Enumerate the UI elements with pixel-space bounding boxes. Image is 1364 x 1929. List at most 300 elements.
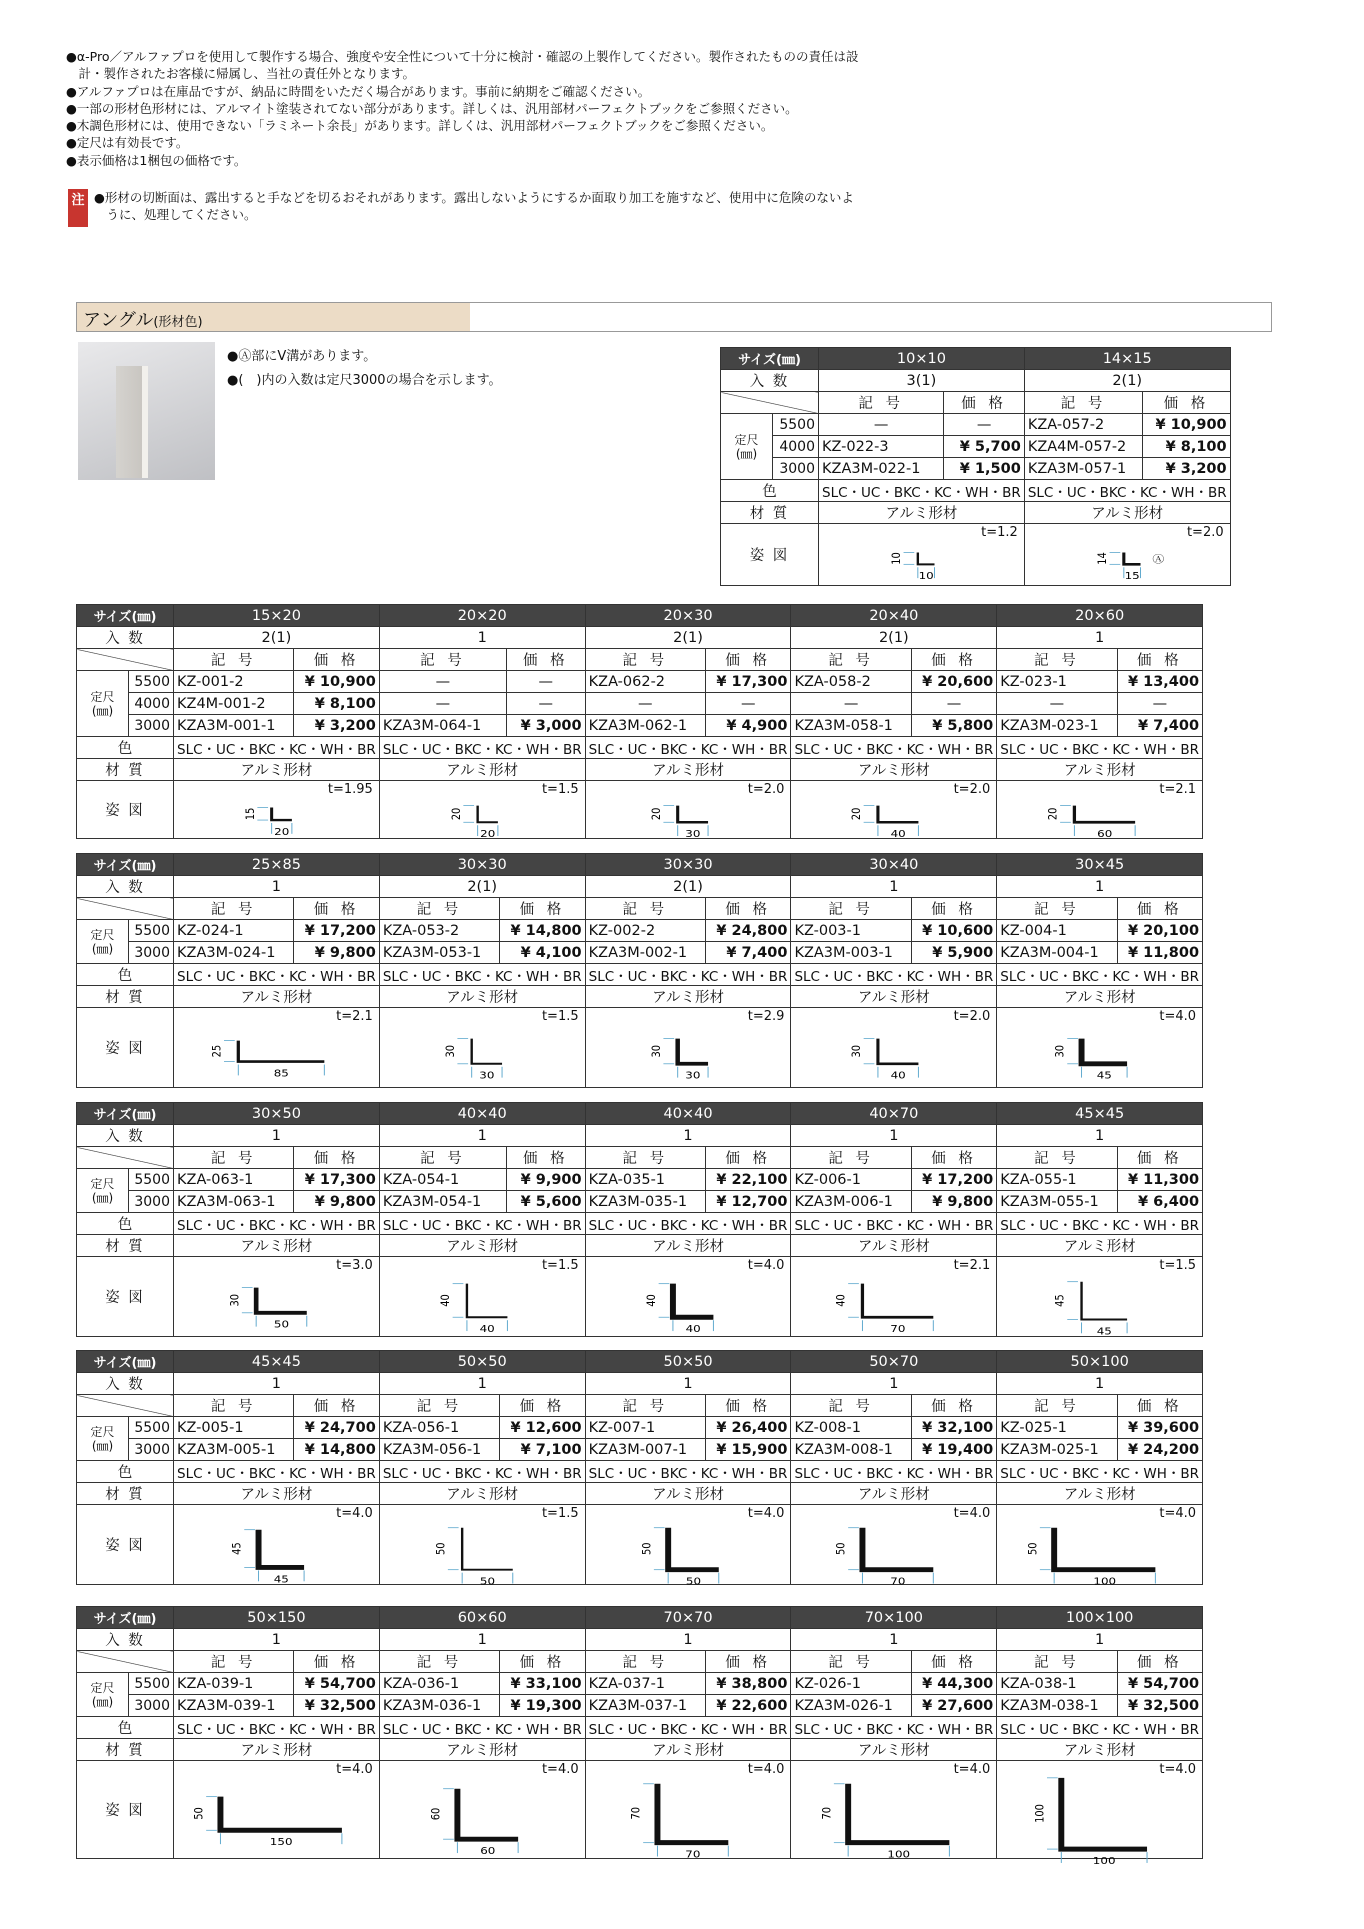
length-value: 3000 [129,715,174,737]
size-value: 50×100 [997,1351,1203,1373]
product-code: KZ-024-1 [174,920,294,942]
note-line: ●一部の形材色形材には、アルマイト塗装されてない部分があります。詳しくは、汎用部材パーフェクトブックをご参照ください。 [66,100,798,116]
height-dimension-label: 20 [849,807,864,821]
length-value: 3000 [129,942,174,964]
product-code: KZA3M-058-1 [791,715,911,737]
product-price: ¥ 20,100 [1117,920,1202,942]
column-header-row [77,649,1203,671]
thickness-label: t=4.0 [541,1762,579,1777]
intro-line: ●( )内の入数は定尺3000の場合を示します。 [227,373,502,388]
thickness-label: t=2.0 [953,1009,991,1024]
teishaku-label: 定尺 [90,1176,115,1191]
color-row [77,1717,1203,1739]
figure-cell [997,1008,1203,1088]
product-price: ¥ 19,400 [911,1439,996,1461]
code-header: 記 号 [1024,392,1143,414]
price-header: 価 格 [294,1147,379,1169]
figure-cell [379,1505,585,1588]
material-label: 材 質 [77,759,174,781]
quantity-row [77,1373,1203,1395]
thickness-label: t=4.0 [1159,1506,1197,1521]
price-header: 価 格 [294,1395,379,1417]
width-dimension-label: 20 [274,825,290,838]
product-price: — [506,693,585,715]
angle-profile [1124,553,1141,565]
quantity-value: 1 [174,1125,380,1147]
product-price: ¥ 3,200 [1143,458,1230,480]
color-value: SLC・UC・BKC・KC・WH・BR [791,964,997,986]
length-value: 5500 [129,920,174,942]
product-price: ¥ 10,600 [911,920,996,942]
price-header: 価 格 [911,649,996,671]
code-header: 記 号 [997,1651,1117,1673]
height-dimension-label: 15 [242,807,258,821]
quantity-value: 1 [997,876,1203,898]
length-row [77,693,1203,715]
color-row [721,480,1231,502]
price-header: 価 格 [911,1395,996,1417]
quantity-value: 1 [791,876,997,898]
color-label: 色 [77,964,174,986]
size-value: 20×30 [585,605,791,627]
product-code: — [379,671,506,693]
diagonal-cell [721,392,819,414]
product-price: ¥ 5,800 [911,715,996,737]
width-dimension-label: 45 [273,1573,289,1585]
code-header: 記 号 [174,898,294,920]
width-dimension-label: 50 [685,1575,701,1588]
code-header: 記 号 [379,1147,506,1169]
product-code: — [819,414,944,436]
product-code: KZA3M-025-1 [997,1439,1117,1461]
size-row [77,854,1203,876]
color-value: SLC・UC・BKC・KC・WH・BR [585,1461,791,1483]
material-value: アルミ形材 [174,1483,380,1505]
product-code: KZA3M-057-1 [1024,458,1143,480]
size-row [77,1607,1203,1629]
product-code: KZA3M-036-1 [379,1695,499,1717]
code-header: 記 号 [997,898,1117,920]
figure-cell [585,1761,791,1859]
material-value: アルミ形材 [791,759,997,781]
color-value: SLC・UC・BKC・KC・WH・BR [819,480,1025,502]
height-dimension-label: 10 [889,552,904,565]
product-code: KZA4M-057-2 [1024,436,1143,458]
section-title: アングル [83,310,154,331]
quantity-row [77,627,1203,649]
product-price: ¥ 12,600 [500,1417,585,1439]
size-row [721,348,1231,370]
column-header-row [721,392,1231,414]
column-header-row [77,898,1203,920]
note-line: ●α-Pro／アルファプロを使用して製作する場合、強度や安全性について十分に検討・確認の上製作してください。製作されたものの責任は設 [66,49,859,64]
teishaku-label: 定尺 [90,927,115,942]
unit-label: (㎜) [91,1438,114,1453]
color-label: 色 [721,480,819,502]
size-value: 20×20 [379,605,585,627]
quantity-value: 1 [997,627,1203,649]
product-code: KZA-038-1 [997,1673,1117,1695]
product-code: KZ-005-1 [174,1417,294,1439]
angle-profile [1054,1528,1155,1570]
thickness-label: t=2.9 [747,1009,785,1024]
figure-label: 姿 図 [77,1761,174,1859]
quantity-value: 2(1) [174,627,380,649]
product-price: ¥ 7,400 [705,942,790,964]
product-code: KZA3M-035-1 [585,1191,705,1213]
figure-cell [174,1505,380,1585]
angle-profile [849,1784,950,1843]
figure-cell [997,781,1203,839]
product-code: KZ-022-3 [819,436,944,458]
figure-cell [791,1257,997,1337]
angle-profile [477,806,497,823]
figure-row [77,1761,1203,1859]
quantity-value: 3(1) [819,370,1025,392]
figure-label: 姿 図 [77,1008,174,1088]
material-value: アルミ形材 [379,1483,585,1505]
figure-cell [379,1008,585,1088]
quantity-value: 1 [997,1125,1203,1147]
quantity-value: 1 [585,1125,791,1147]
thickness-label: t=2.1 [1159,782,1197,797]
product-code: KZA3M-063-1 [174,1191,294,1213]
size-label: サイズ(㎜) [77,605,174,627]
color-label: 色 [77,1461,174,1483]
product-price: ¥ 22,100 [705,1169,790,1191]
color-row [77,1213,1203,1235]
material-value: アルミ形材 [997,1235,1203,1257]
size-value: 50×50 [585,1351,791,1373]
column-header-row [77,1395,1203,1417]
price-header: 価 格 [294,1651,379,1673]
width-dimension-label: 15 [1124,570,1140,582]
code-header: 記 号 [585,1651,705,1673]
diagonal-cell [77,898,174,920]
product-code: KZ4M-001-2 [174,693,294,715]
size-label: サイズ(㎜) [77,854,174,876]
length-row [77,1191,1203,1213]
length-value: 4000 [773,436,819,458]
product-price: ¥ 9,900 [506,1169,585,1191]
width-dimension-label: 70 [890,1323,906,1335]
product-code: KZA-055-1 [997,1169,1117,1191]
price-header: 価 格 [705,1395,790,1417]
length-value: 3000 [773,458,819,480]
color-value: SLC・UC・BKC・KC・WH・BR [997,1213,1203,1235]
teishaku-label: 定尺 [90,689,115,704]
length-row [77,671,1203,693]
length-value: 3000 [129,1439,174,1461]
width-dimension-label: 150 [269,1836,293,1848]
size-value: 100×100 [997,1607,1203,1629]
product-price: ¥ 24,200 [1117,1439,1202,1461]
width-dimension-label: 70 [684,1848,701,1861]
price-header: 価 格 [500,1651,585,1673]
price-header: 価 格 [1143,392,1230,414]
code-header: 記 号 [791,1651,911,1673]
color-label: 色 [77,1213,174,1235]
height-dimension-label: 70 [819,1806,834,1820]
product-price: ¥ 3,000 [506,715,585,737]
height-dimension-label: 20 [1045,807,1061,821]
material-row [77,986,1203,1008]
product-code: KZA-056-1 [379,1417,499,1439]
product-price: — [911,693,996,715]
color-value: SLC・UC・BKC・KC・WH・BR [585,964,791,986]
price-header: 価 格 [705,898,790,920]
figure-cell [585,1505,791,1588]
color-value: SLC・UC・BKC・KC・WH・BR [585,737,791,759]
width-dimension-label: 50 [479,1575,495,1588]
product-code: KZA-054-1 [379,1169,506,1191]
material-value: アルミ形材 [997,1483,1203,1505]
width-dimension-label: 40 [891,828,907,840]
product-code: KZA3M-005-1 [174,1439,294,1461]
quantity-value: 1 [379,1629,585,1651]
width-dimension-label: 20 [480,828,496,840]
color-row [77,737,1203,759]
material-value: アルミ形材 [997,759,1203,781]
product-code: KZA3M-056-1 [379,1439,499,1461]
v-groove-marker: Ⓐ [1152,553,1165,566]
material-label: 材 質 [77,1483,174,1505]
product-code: KZA3M-038-1 [997,1695,1117,1717]
code-header: 記 号 [379,1395,499,1417]
quantity-value: 1 [585,1629,791,1651]
product-code: KZA3M-062-1 [585,715,705,737]
figure-cell [379,1761,585,1859]
material-value: アルミ形材 [1024,502,1230,524]
figure-cell [174,1008,380,1088]
product-price: ¥ 19,300 [500,1695,585,1717]
product-price: — [506,671,585,693]
height-dimension-label: 50 [191,1807,206,1820]
product-code: KZ-004-1 [997,920,1117,942]
figure-cell [1024,524,1230,586]
thickness-label: t=1.5 [541,1506,579,1521]
product-price: ¥ 4,900 [705,715,790,737]
length-row [77,1417,1203,1439]
product-price: ¥ 32,500 [1117,1695,1202,1717]
product-price: ¥ 32,500 [294,1695,379,1717]
product-price: ¥ 32,100 [911,1417,996,1439]
product-code: KZA-036-1 [379,1673,499,1695]
product-code: KZA-053-2 [379,920,499,942]
width-dimension-label: 60 [480,1845,496,1857]
size-value: 10×10 [819,348,1025,370]
code-header: 記 号 [791,1395,911,1417]
product-price: — [1117,693,1202,715]
price-header: 価 格 [944,392,1024,414]
quantity-value: 2(1) [585,627,791,649]
product-code: KZA3M-053-1 [379,942,499,964]
material-value: アルミ形材 [997,986,1203,1008]
size-value: 60×60 [379,1607,585,1629]
product-code: KZA3M-037-1 [585,1695,705,1717]
quantity-value: 1 [379,627,585,649]
material-label: 材 質 [77,1235,174,1257]
length-row [77,1439,1203,1461]
code-header: 記 号 [379,1651,499,1673]
thickness-label: t=4.0 [1159,1762,1197,1777]
size-value: 45×45 [997,1103,1203,1125]
size-value: 15×20 [174,605,380,627]
angle-profile [863,1528,934,1570]
length-label [77,1417,129,1461]
size-value: 40×40 [585,1103,791,1125]
quantity-value: 2(1) [1024,370,1230,392]
code-header: 記 号 [997,1147,1117,1169]
length-row [721,458,1231,480]
product-price: ¥ 4,100 [500,942,585,964]
product-code: KZA-058-2 [791,671,911,693]
color-value: SLC・UC・BKC・KC・WH・BR [379,964,585,986]
figure-row [77,1257,1203,1337]
intro-notes [227,345,502,393]
quantity-value: 2(1) [791,627,997,649]
thickness-label: t=4.0 [336,1762,373,1777]
color-value: SLC・UC・BKC・KC・WH・BR [997,1717,1203,1739]
product-code: KZA3M-023-1 [997,715,1117,737]
code-header: 記 号 [791,1147,911,1169]
product-photo [78,342,215,480]
product-price: ¥ 33,100 [500,1673,585,1695]
height-dimension-label: 30 [648,1044,663,1058]
size-row [77,605,1203,627]
section-header [76,302,1272,332]
product-code: KZA3M-007-1 [585,1439,705,1461]
size-row [77,1351,1203,1373]
height-dimension-label: 45 [229,1542,244,1555]
material-label: 材 質 [77,986,174,1008]
product-price: ¥ 13,400 [1117,671,1202,693]
product-price: ¥ 8,100 [294,693,379,715]
figure-cell [174,1761,380,1859]
angle-profile [1082,1282,1128,1320]
color-row [77,1461,1203,1483]
figure-cell [791,1761,997,1859]
note-line: ●定尺は有効長です。 [66,135,189,151]
quantity-value: 1 [997,1373,1203,1395]
width-dimension-label: 85 [273,1067,289,1080]
price-header: 価 格 [1117,1147,1202,1169]
code-header: 記 号 [585,649,705,671]
thickness-label: t=4.0 [953,1762,991,1777]
material-value: アルミ形材 [791,1235,997,1257]
note-line: ●表示価格は1梱包の価格です。 [66,152,247,168]
length-value: 5500 [129,1673,174,1695]
price-header: 価 格 [506,1147,585,1169]
intro-line: ●Ⓐ部にV溝があります。 [227,349,377,364]
product-code: KZA3M-039-1 [174,1695,294,1717]
product-code: KZA-062-2 [585,671,705,693]
product-code: KZA3M-006-1 [791,1191,911,1213]
thickness-label: t=2.0 [953,782,991,797]
length-row [721,414,1231,436]
figure-cell [791,1505,997,1588]
spec-table [720,347,1231,586]
code-header: 記 号 [791,898,911,920]
width-dimension-label: 40 [891,1069,907,1082]
color-value: SLC・UC・BKC・KC・WH・BR [585,1717,791,1739]
diagonal-cell [77,1651,174,1673]
product-price: ¥ 27,600 [911,1695,996,1717]
material-value: アルミ形材 [379,1235,585,1257]
thickness-label: t=4.0 [953,1506,991,1521]
thickness-label: t=1.5 [541,1009,579,1024]
price-header: 価 格 [294,649,379,671]
product-code: — [791,693,911,715]
thickness-label: t=4.0 [747,1258,785,1273]
angle-profile [1082,1039,1128,1064]
product-price: ¥ 5,600 [506,1191,585,1213]
product-price: ¥ 38,800 [705,1673,790,1695]
product-code: KZA3M-022-1 [819,458,944,480]
product-price: ¥ 17,200 [294,920,379,942]
product-price: — [705,693,790,715]
material-row [77,759,1203,781]
angle-profile [677,1039,707,1064]
height-dimension-label: 100 [1032,1804,1047,1823]
spec-table [76,1606,1203,1867]
angle-profile [878,1039,918,1064]
material-value: アルミ形材 [174,1739,380,1761]
width-dimension-label: 30 [479,1069,495,1082]
quantity-row [77,1629,1203,1651]
product-price: ¥ 26,400 [705,1417,790,1439]
material-label: 材 質 [721,502,819,524]
figure-label: 姿 図 [77,1505,174,1585]
size-value: 30×40 [791,854,997,876]
product-price: ¥ 39,600 [1117,1417,1202,1439]
price-header: 価 格 [1117,898,1202,920]
caution-note [68,189,988,224]
width-dimension-label: 40 [685,1323,701,1335]
note-line: ●アルファプロは在庫品ですが、納品に時間をいただく場合があります。事前に納期をご確認ください。 [66,83,651,99]
material-value: アルミ形材 [791,986,997,1008]
diagonal-cell [77,649,174,671]
height-dimension-label: 40 [437,1294,453,1307]
height-dimension-label: 50 [433,1542,448,1555]
product-code: KZ-001-2 [174,671,294,693]
material-value: アルミ形材 [379,986,585,1008]
thickness-label: t=2.0 [1186,525,1224,540]
height-dimension-label: 25 [209,1044,224,1058]
angle-profile [878,806,918,823]
figure-row [721,524,1231,586]
size-value: 50×150 [174,1607,380,1629]
quantity-value: 1 [174,1373,380,1395]
length-value: 4000 [129,693,174,715]
width-dimension-label: 40 [479,1323,495,1335]
product-price: ¥ 10,900 [1143,414,1230,436]
size-value: 30×45 [997,854,1203,876]
figure-row [77,781,1203,839]
product-code: KZA3M-026-1 [791,1695,911,1717]
product-price: ¥ 5,900 [911,942,996,964]
length-value: 5500 [773,414,819,436]
color-value: SLC・UC・BKC・KC・WH・BR [791,1717,997,1739]
figure-label: 姿 図 [77,781,174,839]
product-price: ¥ 24,700 [294,1417,379,1439]
product-price: ¥ 11,800 [1117,942,1202,964]
material-value: アルミ形材 [997,1739,1203,1761]
product-price: ¥ 9,800 [911,1191,996,1213]
figure-cell [174,781,380,839]
product-price: ¥ 14,800 [500,920,585,942]
product-price: ¥ 11,300 [1117,1169,1202,1191]
